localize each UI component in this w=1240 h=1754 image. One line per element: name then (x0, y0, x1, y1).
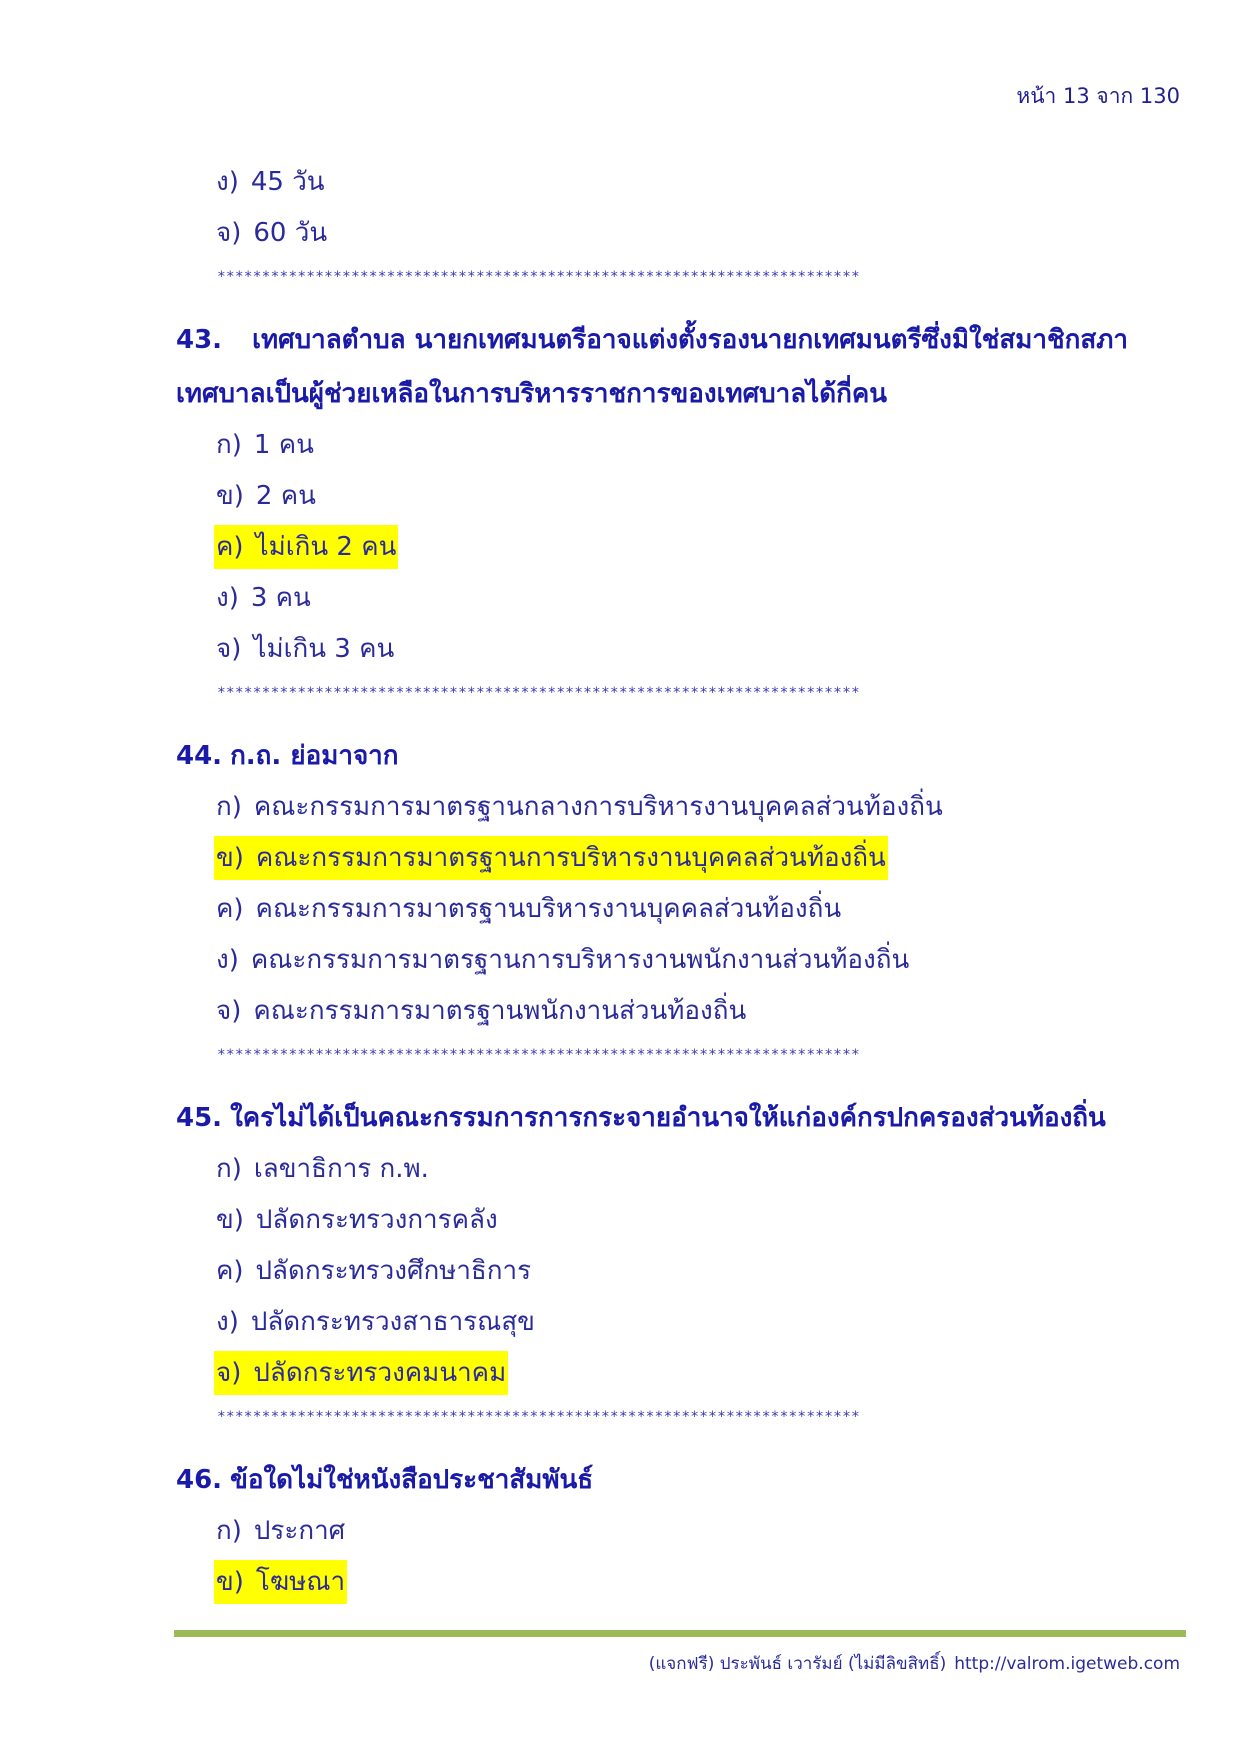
option-item (176, 887, 1186, 938)
question-text: ใครไม่ได้เป็นคณะกรรมการการกระจายอำนาจให้แก่องค์กรปกครองส่วนท้องถิ่น (230, 1103, 1106, 1133)
option-text: คณะกรรมการมาตรฐานกลางการบริหารงานบุคคลส่วนท้องถิ่น (253, 792, 943, 822)
option-text: ปลัดกระทรวงการคลัง (255, 1205, 498, 1235)
option-text: โฆษณา (255, 1567, 346, 1597)
question-43 (176, 313, 1186, 421)
option-label: จ) (216, 1358, 242, 1388)
footer-divider (174, 1630, 1186, 1637)
question-number: 43. (176, 325, 223, 355)
option-label: ข) (216, 1205, 244, 1235)
question-number: 44. (176, 741, 223, 771)
option-text: ไม่เกิน 3 คน (253, 634, 395, 664)
option-text: ปลัดกระทรวงศึกษาธิการ (255, 1256, 532, 1286)
option-item (176, 1300, 1186, 1351)
option-label: ค) (216, 1256, 244, 1286)
separator: ************************************************************************ (217, 269, 860, 285)
option-text: คณะกรรมการมาตรฐานบริหารงานบุคคลส่วนท้องถิ่น (255, 894, 842, 924)
option-text: คณะกรรมการมาตรฐานพนักงานส่วนท้องถิ่น (253, 996, 747, 1026)
option-item (176, 785, 1186, 836)
option-label: ก) (216, 1516, 242, 1546)
option-item (176, 160, 1186, 211)
option-item (176, 627, 1186, 678)
option-item-answer (176, 1560, 1186, 1611)
option-text: 3 คน (250, 583, 311, 613)
question-44 (176, 729, 1186, 783)
option-text: คณะกรรมการมาตรฐานการบริหารงานบุคคลส่วนท้องถิ่น (255, 843, 886, 873)
option-item-answer (176, 525, 1186, 576)
option-label: ค) (216, 532, 244, 562)
option-text: ไม่เกิน 2 คน (255, 532, 397, 562)
separator: ************************************************************************ (217, 1409, 860, 1425)
option-list (176, 160, 1186, 262)
option-item (176, 211, 1186, 262)
question-46 (176, 1453, 1186, 1507)
footer-credit: (แจกฟรี) ประพันธ์ เวารัมย์ (ไม่มีลิขสิทธิ์) (648, 1654, 947, 1674)
option-item (176, 938, 1186, 989)
option-label: ก) (216, 1154, 242, 1184)
option-item-answer (176, 836, 1186, 887)
option-label: ก) (216, 430, 242, 460)
option-item (176, 576, 1186, 627)
question-text: ก.ถ. ย่อมาจาก (230, 741, 399, 771)
option-label: ข) (216, 1567, 244, 1597)
option-label: จ) (216, 218, 242, 248)
option-text: ประกาศ (253, 1516, 346, 1546)
quiz-content (176, 160, 1186, 1611)
option-label: ก) (216, 792, 242, 822)
option-item (176, 423, 1186, 474)
option-text: 45 วัน (250, 167, 325, 197)
option-label: จ) (216, 996, 242, 1026)
page-number: หน้า 13 จาก 130 (1016, 84, 1180, 108)
footer (649, 1650, 1180, 1677)
separator: ************************************************************************ (217, 685, 860, 701)
option-label: ง) (216, 1307, 239, 1337)
option-text: 60 วัน (253, 218, 328, 248)
question-text: เทศบาลตำบล นายกเทศมนตรีอาจแต่งตั้งรองนายกเทศมนตรีซึ่งมิใช่สมาชิกสภาเทศบาลเป็นผู้ช่วยเหลือในการบริหารราชการของเทศบาลได้กี่คน (176, 325, 1128, 409)
option-item (176, 1509, 1186, 1560)
option-label: ค) (216, 894, 244, 924)
option-item (176, 989, 1186, 1040)
option-label: ง) (216, 167, 239, 197)
question-number: 45. (176, 1103, 223, 1133)
option-text: เลขาธิการ ก.พ. (253, 1154, 429, 1184)
option-label: จ) (216, 634, 242, 664)
option-label: ข) (216, 843, 244, 873)
option-label: ง) (216, 583, 239, 613)
option-text: ปลัดกระทรวงคมนาคม (253, 1358, 507, 1388)
question-45 (176, 1091, 1186, 1145)
option-text: 2 คน (255, 481, 316, 511)
option-item-answer (176, 1351, 1186, 1402)
option-text: ปลัดกระทรวงสาธารณสุข (250, 1307, 535, 1337)
option-label: ข) (216, 481, 244, 511)
option-text: คณะกรรมการมาตรฐานการบริหารงานพนักงานส่วนท้องถิ่น (250, 945, 910, 975)
option-item (176, 1198, 1186, 1249)
option-label: ง) (216, 945, 239, 975)
question-number: 46. (176, 1465, 223, 1495)
question-text: ข้อใดไม่ใช่หนังสือประชาสัมพันธ์ (230, 1465, 594, 1495)
option-item (176, 1147, 1186, 1198)
option-item (176, 474, 1186, 525)
footer-url: http://valrom.igetweb.com (954, 1654, 1180, 1674)
option-text: 1 คน (253, 430, 314, 460)
option-item (176, 1249, 1186, 1300)
separator: ************************************************************************ (217, 1047, 860, 1063)
